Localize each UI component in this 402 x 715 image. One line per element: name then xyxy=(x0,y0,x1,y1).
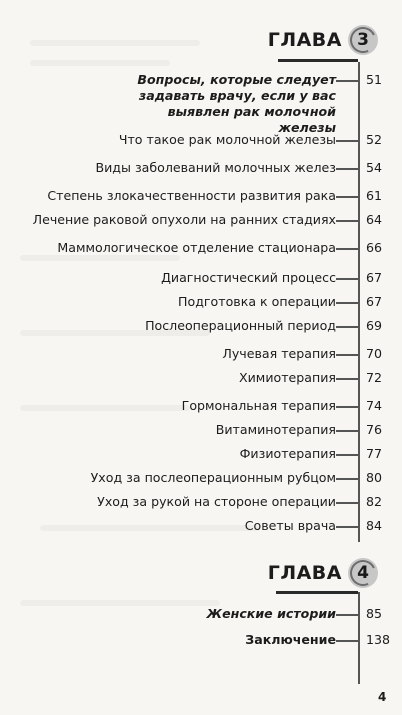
toc-entry-title[interactable]: Физиотерапия xyxy=(239,446,336,461)
toc-entry-page: 64 xyxy=(366,212,383,227)
toc-tick xyxy=(336,378,358,380)
toc-tick xyxy=(336,640,358,642)
toc-entry-title[interactable]: Химиотерапия xyxy=(239,370,336,385)
toc-entry-page: 85 xyxy=(366,606,383,621)
toc-entry-page: 84 xyxy=(366,518,383,533)
toc-entry-title[interactable]: Советы врача xyxy=(244,518,336,533)
toc-entry-page: 52 xyxy=(366,132,383,147)
toc-entry-page: 66 xyxy=(366,240,383,255)
toc-tick xyxy=(336,302,358,304)
toc-tick xyxy=(336,168,358,170)
bleed-through-line xyxy=(30,60,170,66)
toc-entry-page: 138 xyxy=(366,632,391,647)
chapter-number: 3 xyxy=(357,30,369,50)
toc-entry-page: 54 xyxy=(366,160,383,175)
page-number: 4 xyxy=(378,690,387,704)
toc-tick xyxy=(336,430,358,432)
toc-tick xyxy=(336,502,358,504)
toc-entry-page: 82 xyxy=(366,494,383,509)
toc-tick xyxy=(336,220,358,222)
chapter-word: ГЛАВА xyxy=(267,562,342,584)
toc-entry-title[interactable]: Заключение xyxy=(245,632,336,647)
toc-tick xyxy=(336,354,358,356)
bleed-through-line xyxy=(20,405,190,411)
chapter-3-underline xyxy=(278,59,358,62)
toc-entry-page: 77 xyxy=(366,446,383,461)
toc-entry-page: 76 xyxy=(366,422,383,437)
toc-tick xyxy=(336,278,358,280)
toc-tick xyxy=(336,248,358,250)
chapter-number-badge xyxy=(348,25,378,55)
bleed-through-line xyxy=(30,40,200,46)
toc-tick xyxy=(336,478,358,480)
toc-entry-title[interactable]: Уход за послеоперационным рубцом xyxy=(90,470,336,485)
toc-entry-title[interactable]: Женские истории xyxy=(206,606,336,621)
chapter-3-header xyxy=(268,25,378,55)
toc-tick xyxy=(336,454,358,456)
chapter-4-header xyxy=(268,558,378,588)
toc-entry-title[interactable]: Диагностический процесс xyxy=(161,270,336,285)
toc-tick xyxy=(336,406,358,408)
toc-entry-title[interactable]: Витаминотерапия xyxy=(215,422,336,437)
toc-entry-title[interactable]: Степень злокачественности развития рака xyxy=(47,188,336,203)
toc-entry-page: 61 xyxy=(366,188,383,203)
toc-tick xyxy=(336,196,358,198)
toc-entry-title[interactable]: Гормональная терапия xyxy=(181,398,336,413)
toc-tick xyxy=(336,614,358,616)
chapter-word: ГЛАВА xyxy=(267,29,342,51)
chapter-number: 4 xyxy=(357,563,369,583)
toc-entry-title[interactable]: Вопросы, которые следует задавать врачу, если у вас выявлен рак молочной железы xyxy=(137,72,336,135)
toc-tick xyxy=(336,80,358,82)
bleed-through-line xyxy=(20,600,220,606)
toc-entry-page: 67 xyxy=(366,270,383,285)
toc-entry-page: 74 xyxy=(366,398,383,413)
toc-entry-page: 70 xyxy=(366,346,383,361)
bleed-through-line xyxy=(40,525,260,531)
toc-rule-chapter-4 xyxy=(358,592,360,684)
toc-entry-title[interactable]: Маммологическое отделение стационара xyxy=(57,240,336,255)
toc-entry-title[interactable]: Послеоперационный период xyxy=(145,318,336,333)
toc-entry-title[interactable]: Что такое рак молочной железы xyxy=(118,132,336,147)
toc-entry-title[interactable]: Подготовка к операции xyxy=(178,294,336,309)
toc-entry-page: 72 xyxy=(366,370,383,385)
toc-tick xyxy=(336,526,358,528)
toc-entry-page: 69 xyxy=(366,318,383,333)
toc-entry-page: 67 xyxy=(366,294,383,309)
chapter-4-underline xyxy=(276,591,358,594)
toc-tick xyxy=(336,326,358,328)
chapter-number-badge xyxy=(348,558,378,588)
toc-entry-page: 80 xyxy=(366,470,383,485)
toc-rule-chapter-3 xyxy=(358,62,360,542)
toc-entry-title[interactable]: Уход за рукой на стороне операции xyxy=(97,494,336,509)
toc-entry-title[interactable]: Лучевая терапия xyxy=(222,346,336,361)
toc-entry-page: 51 xyxy=(366,72,383,87)
toc-entry-title[interactable]: Лечение раковой опухоли на ранних стадиях xyxy=(32,212,336,227)
toc-tick xyxy=(336,140,358,142)
toc-entry-title[interactable]: Виды заболеваний молочных желез xyxy=(95,160,336,175)
